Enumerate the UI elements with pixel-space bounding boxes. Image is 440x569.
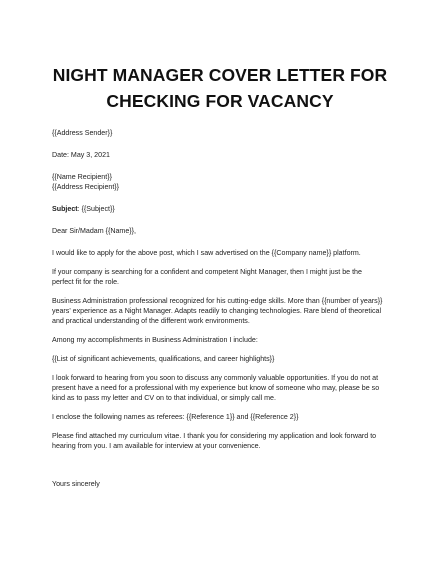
paragraph-8 <box>52 431 388 451</box>
paragraph-4: Among my accomplishments in Business Administration I include: <box>52 336 258 344</box>
subject-value: : {{Subject}} <box>77 205 115 213</box>
paragraph-3 <box>52 296 388 326</box>
closing: Yours sincerely <box>52 480 100 488</box>
letter-body <box>52 128 388 489</box>
salutation: Dear Sir/Madam {{Name}}, <box>52 227 136 235</box>
paragraph-2 <box>52 267 388 287</box>
address-sender: {{Address Sender}} <box>52 129 113 137</box>
paragraph-5: {{List of significant achievements, qualifications, and career highlights}} <box>52 355 275 363</box>
letter-date: Date: May 3, 2021 <box>52 151 110 159</box>
paragraph-1: I would like to apply for the above post, which I saw advertised on the {{Company name}} platform. <box>52 249 361 257</box>
subject-line <box>52 204 388 214</box>
paragraph-2-line-1: If your company is searching for a confident and competent Night Manager, then I might just be the <box>52 268 362 276</box>
address-recipient: {{Address Recipient}} <box>52 183 120 191</box>
paragraph-8-line-2: hearing from you. I am available for interview at your convenience. <box>52 442 261 450</box>
title-line-1: NIGHT MANAGER COVER LETTER FOR <box>52 65 388 85</box>
paragraph-7: I enclose the following names as referees: {{Reference 1}} and {{Reference 2}} <box>52 413 299 421</box>
subject-label: Subject <box>52 205 78 213</box>
paragraph-6-line-1: I look forward to hearing from you soon to discuss any commonly valuable opportunities. If you do not at <box>52 374 379 382</box>
paragraph-6-line-3: kind as to pass my letter and CV on to that individual, or simply call me. <box>52 394 276 402</box>
name-recipient: {{Name Recipient}} <box>52 173 112 181</box>
paragraph-3-line-3: and practical understanding of the different work environments. <box>52 317 250 325</box>
title-line-2: CHECKING FOR VACANCY <box>106 91 334 111</box>
paragraph-6 <box>52 373 388 403</box>
paragraph-6-line-2: present have a need for a professional with my experience but know of someone who may, please be so <box>52 384 380 392</box>
paragraph-3-line-2: years' experience as a Night Manager. Adapts readily to changing technologies. Rare blend of theoretical <box>52 307 382 315</box>
paragraph-3-line-1: Business Administration professional recognized for his cutting-edge skills. More than {{number of years}} <box>52 297 383 305</box>
letter-title <box>52 62 388 114</box>
paragraph-8-line-1: Please find attached my curriculum vitae. I thank you for considering my application and look forward to <box>52 432 377 440</box>
paragraph-2-line-2: perfect fit for the role. <box>52 278 120 286</box>
